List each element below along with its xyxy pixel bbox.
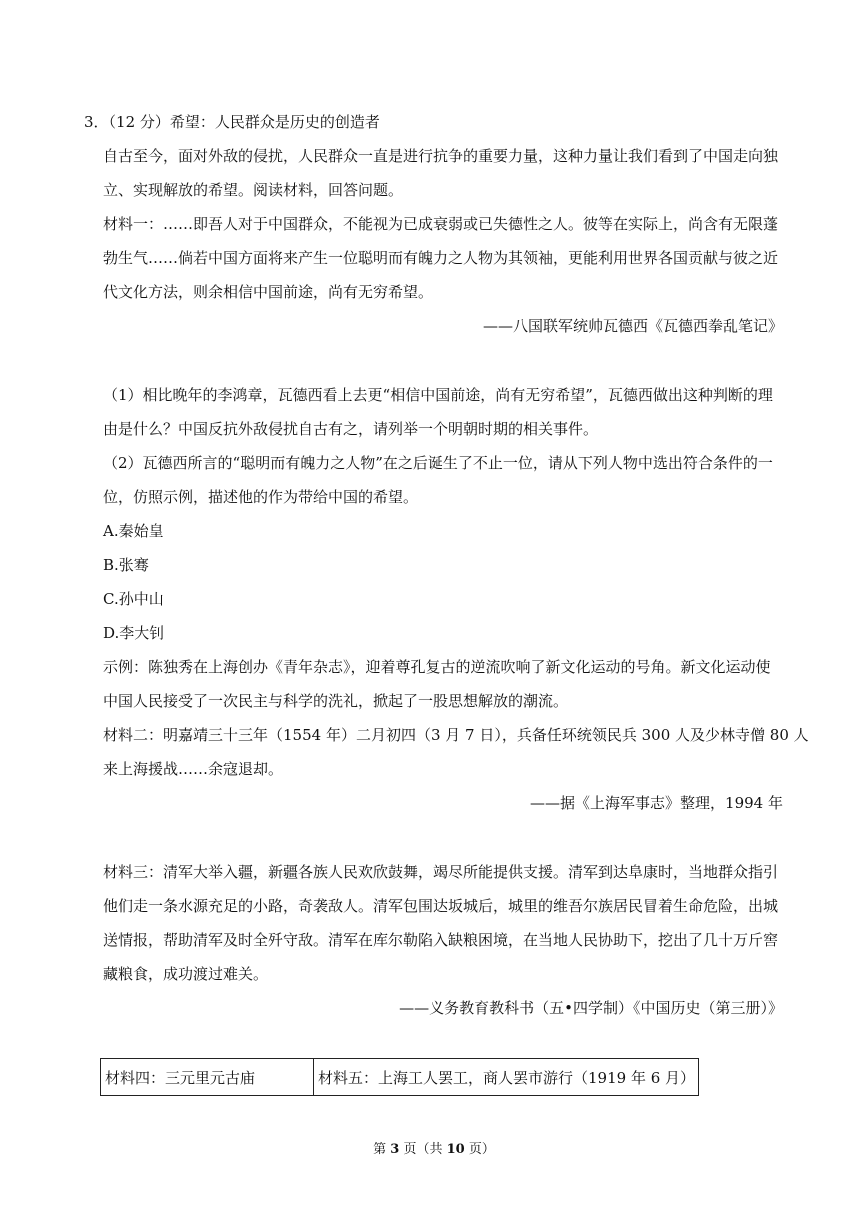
material-line: 代文化方法，则余相信中国前途，尚有无穷希望。 [103,283,434,301]
example-line: 中国人民接受了一次民主与科学的洗礼，掀起了一股思想解放的潮流。 [103,692,569,710]
footer-prefix: 第 [373,1142,391,1157]
table-cell-material-four: 材料四：三元里元古庙 [101,1059,314,1095]
option-d: D.李大钊 [103,624,165,642]
sub-question-line: 由是什么？中国反抗外敌侵扰自古有之，请列举一个明朝时期的相关事件。 [103,420,599,438]
option-c: C.孙中山 [103,590,164,608]
material-source: ——据《上海军事志》整理，1994 年 [530,794,783,812]
material-line: 材料一：……即吾人对于中国群众，不能视为已成衰弱或已失德性之人。彼等在实际上，尚含有无限蓬 [103,215,779,233]
footer-suffix: 页） [464,1142,495,1157]
material-line: 材料三：清军大举入疆，新疆各族人民欢欣鼓舞，竭尽所能提供支援。清军到达阜康时，当地群众指引 [103,863,779,881]
example-line: 示例：陈独秀在上海创办《青年杂志》，迎着尊孔复古的逆流吹响了新文化运动的号角。新文化运动使 [103,658,771,676]
option-a: A.秦始皇 [103,522,164,540]
intro-line: 立、实现解放的希望。阅读材料，回答问题。 [103,181,404,199]
material-line: 藏粮食，成功渡过难关。 [103,965,269,983]
intro-line: 自古至今，面对外敌的侵扰，人民群众一直是进行抗争的重要力量，这种力量让我们看到了中国走向独 [103,147,779,165]
sub-question-line: （2）瓦德西所言的“聪明而有魄力之人物”在之后诞生了不止一位，请从下列人物中选出符合条件的一 [103,454,773,472]
material-line: 来上海援战……余寇退却。 [103,760,284,778]
material-line: 送情报，帮助清军及时全歼守敌。清军在库尔勒陷入缺粮困境，在当地人民协助下，挖出了几十万斤窖 [103,931,779,949]
material-line: 材料二：明嘉靖三十三年（1554 年）二月初四（3 月 7 日），兵备任环统领民兵 300 人及少林寺僧 80 人 [103,726,809,744]
material-line: 他们走一条水源充足的小路，奇袭敌人。清军包围达坂城后，城里的维吾尔族居民冒着生命危险，出城 [103,897,779,915]
footer-middle: 页（共 [399,1142,447,1157]
table-cell-material-five: 材料五：上海工人罢工，商人罢市游行（1919 年 6 月） [318,1068,696,1087]
sub-question-line: （1）相比晚年的李鸿章，瓦德西看上去更“相信中国前途，尚有无穷希望”，瓦德西做出这种判断的理 [103,386,773,404]
option-b: B.张骞 [103,556,149,574]
page-footer [0,1138,868,1157]
current-page-number: 3 [390,1142,400,1157]
materials-table [100,1058,699,1096]
material-source: ——八国联军统帅瓦德西《瓦德西拳乱笔记》 [482,317,783,335]
material-line: 勃生气……倘若中国方面将来产生一位聪明而有魄力之人物为其领袖，更能利用世界各国贡献与彼之近 [103,249,779,267]
question-title: 3．（12 分）希望：人民群众是历史的创造者 [84,113,380,131]
material-source: ——义务教育教科书（五•四学制）《中国历史（第三册）》 [399,999,783,1017]
total-pages-number: 10 [446,1142,465,1157]
sub-question-line: 位，仿照示例，描述他的作为带给中国的希望。 [103,488,419,506]
